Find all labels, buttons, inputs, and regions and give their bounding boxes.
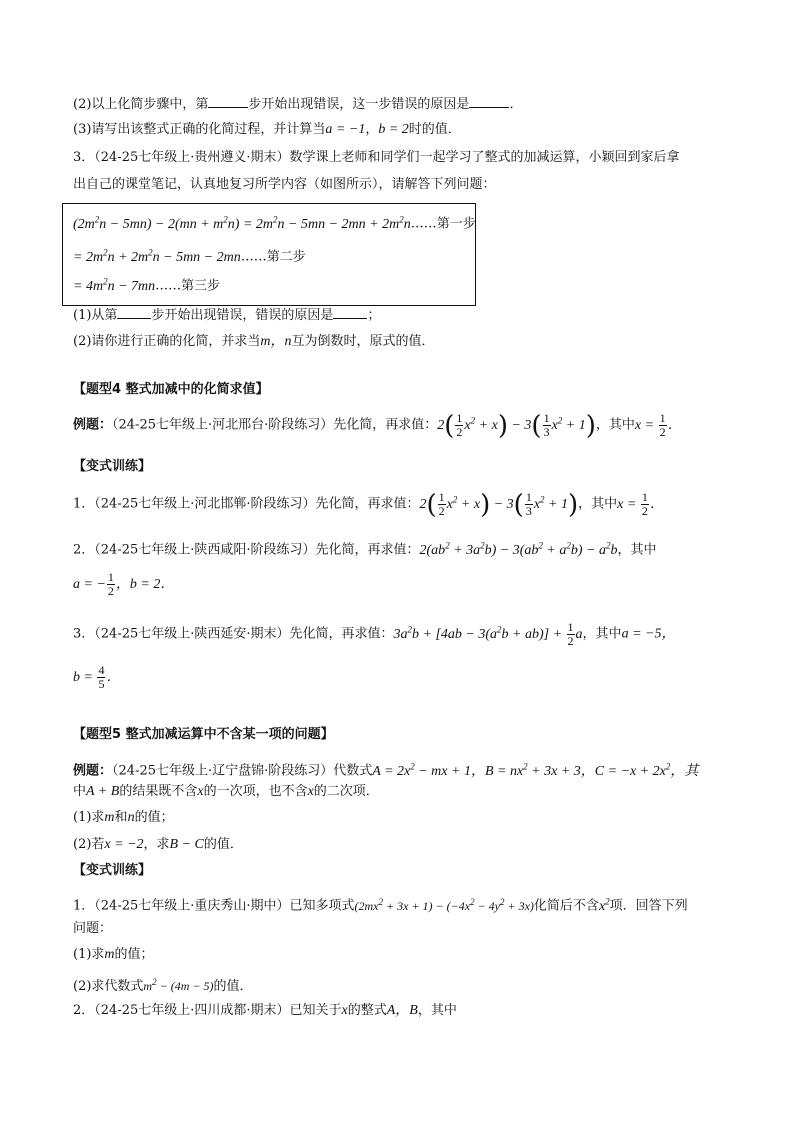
- question-3-line: (3)请写出该整式正确的化简过程，并计算当a = −1，b = 2时的值．: [73, 122, 461, 137]
- type-5-example-q2: (2)若x = −2，求B − C的值．: [73, 837, 243, 852]
- variant-training-title: 【变式训练】: [73, 459, 152, 474]
- note-step-2: = $2m^2n + 2m^2n - 5mn$ − 2mn……第二步: [73, 247, 306, 265]
- type-5-variant-1-q2: (2)求代数式$m^2 - (4m - 5)$的值．: [73, 977, 253, 994]
- type-4-variant-2-values: a = − $\frac{1}{2}$ ，b = 2．: [73, 570, 175, 598]
- type-4-variant-3-values: b = $\frac{4}{5}$ ．: [73, 663, 121, 691]
- type-5-variant-1: 1．（24-25七年级上·重庆秀山·期中）已知多项式$(2mx^2 + 3x + 1) - (-4x^2 - 4y^2 + 3x)$化简后不含$x^2$项．回答下列: [73, 896, 688, 914]
- type-4-variant-1: 1．（24-25七年级上·河北邯郸·阶段练习）先化简，再求值：2( $\frac{1}{2}$ $x^2 + x) - 3$( $\frac{1}{3}$ $x^2 + 1$)，其中x = $\frac{1}{2}$ ．: [73, 489, 664, 520]
- type-4-variant-3: 3．（24-25七年级上·陕西延安·期末）先化简，再求值：$3a^2b + [4ab - 3(a^2b + ab)]$ + $\frac{1}{2}$ a，其中a = −5，: [73, 619, 676, 648]
- type-5-variant-1-q1: (1)求m的值；: [73, 947, 154, 962]
- answer-blank: [469, 95, 509, 108]
- problem-3-q2: (2)请你进行正确的化简，并求当m，n互为倒数时，原式的值．: [73, 334, 435, 349]
- type-5-variant-2: 2．（24-25七年级上·四川成都·期末）已知关于x的整式A，B，其中: [73, 1003, 457, 1018]
- problem-3-line-1: 3．（24-25七年级上·贵州遵义·期末）数学课上老师和同学们一起学习了整式的加减运算，小颖回到家后拿: [73, 150, 680, 165]
- note-step-3: = $4m^2n$ − 7mn……第三步: [73, 276, 221, 294]
- question-2-line: (2)以上化简步骤中，第 步开始出现错误，这一步错误的原因是 ．: [73, 97, 523, 112]
- type-5-example-line-1: 例题：（24-25七年级上·辽宁盘锦·阶段练习）代数式$A = 2x^2$ − mx + 1，$B = nx^2 + 3x + 3$，$C = -x + 2x^2$，其: [73, 761, 699, 779]
- section-title-type-5: 【题型5 整式加减运算中不含某一项的问题】: [73, 727, 334, 742]
- section-title-type-4: 【题型4 整式加减中的化简求值】: [73, 382, 269, 397]
- type-4-variant-2: 2．（24-25七年级上·陕西咸阳·阶段练习）先化简，再求值：$2(ab^2 + 3a^2b) - 3(ab^2 + a^2b) - a^2b$，其中: [73, 540, 657, 558]
- type-5-variant-1-line-2: 问题：: [73, 921, 113, 936]
- type-5-example-q1: (1)求m和n的值；: [73, 810, 174, 825]
- problem-3-q1: (1)从第 步开始出现错误，错误的原因是 ；: [73, 308, 381, 323]
- answer-blank: [117, 306, 151, 319]
- answer-blank: [208, 95, 248, 108]
- answer-blank: [333, 306, 367, 319]
- type-4-example: 例题：（24-25七年级上·河北邢台·阶段练习）先化简，再求值：2( $\frac{1}{2}$ $x^2 + x) - 3$( $\frac{1}{3}$ $x^2 + 1$)，其中x = $\frac{1}{2}$ ．: [73, 410, 682, 441]
- variant-training-title-2: 【变式训练】: [73, 863, 152, 878]
- problem-3-line-2: 出自己的课堂笔记，认真地复习所学内容（如图所示），请解答下列问题：: [73, 177, 496, 192]
- note-step-1: $(2m^2n - 5mn) - 2(mn + m^2n) = 2m^2n - 5mn - 2mn$ + $2m^2n\dots\dots$第一步: [73, 214, 476, 232]
- type-5-example-line-2: 中A + B的结果既不含x的一次项，也不含x的二次项．: [73, 784, 379, 799]
